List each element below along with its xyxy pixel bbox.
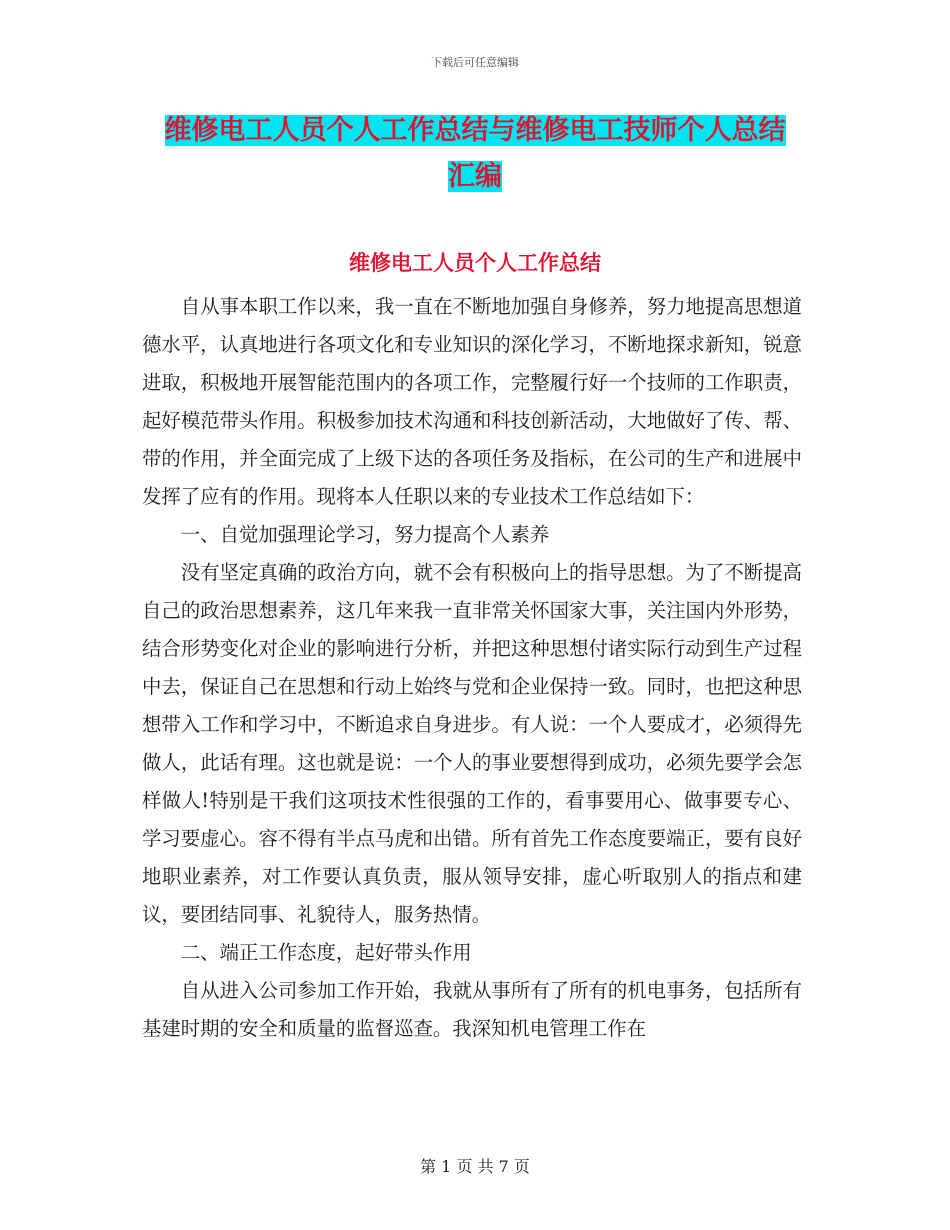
document-title-line-1: 维修电工人员个人工作总结与维修电工技师个人总结: [164, 115, 786, 146]
heading-one: 一、自觉加强理论学习，努力提高个人素养: [180, 523, 550, 546]
paragraph-two: 自从进入公司参加工作开始，我就从事所有了所有的机电事务，包括所有基建时期的安全和质量的监督巡查。我深知机电管理工作在: [142, 979, 802, 1040]
paragraph-one: 没有坚定真确的政治方向，就不会有积极向上的指导思想。为了不断提高自己的政治思想素养，这几年来我一直非常关怀国家大事，关注国内外形势，结合形势变化对企业的影响进行分析，并把这种思想付诸实际行动到生产过程中去，保证自己在思想和行动上始终与党和企业保持一致。同时，也把这种思想带入工作和学习中，不断追求自身进步。有人说：一个人要成才，必须得先做人，此话有理。这也就是说：一个人的事业要想得到成功，必须先要学会怎样做人!特别是干我们这项技术性很强的工作的，看事要用心、做事要专心、学习要虚心。容不得有半点马虎和出错。所有首先工作态度要端正，要有良好地职业素养，对工作要认真负责，服从领导安排，虚心听取别人的指点和建议，要团结同事、礼貌待人，服务热情。: [142, 561, 802, 926]
section-title: 维修电工人员个人工作总结: [349, 251, 601, 275]
paragraph-intro: 自从事本职工作以来，我一直在不断地加强自身修养，努力地提高思想道德水平，认真地进行各项文化和专业知识的深化学习，不断地探求新知，锐意进取，积极地开展智能范围内的各项工作，完整履行好一个技师的工作职责，起好模范带头作用。积极参加技术沟通和科技创新活动，大地做好了传、帮、带的作用，并全面完成了上级下达的各项任务及指标，在公司的生产和进展中发挥了应有的作用。现将本人任职以来的专业技术工作总结如下：: [142, 295, 802, 508]
heading-two: 二、端正工作态度，起好带头作用: [180, 941, 472, 964]
page-number-footer: 第 1 页 共 7 页: [420, 1157, 530, 1176]
page-header-note: 下载后可任意编辑: [431, 56, 519, 69]
document-title: [140, 108, 810, 200]
document-title-line-2: 汇编: [448, 161, 502, 192]
document-body: [142, 288, 802, 1048]
